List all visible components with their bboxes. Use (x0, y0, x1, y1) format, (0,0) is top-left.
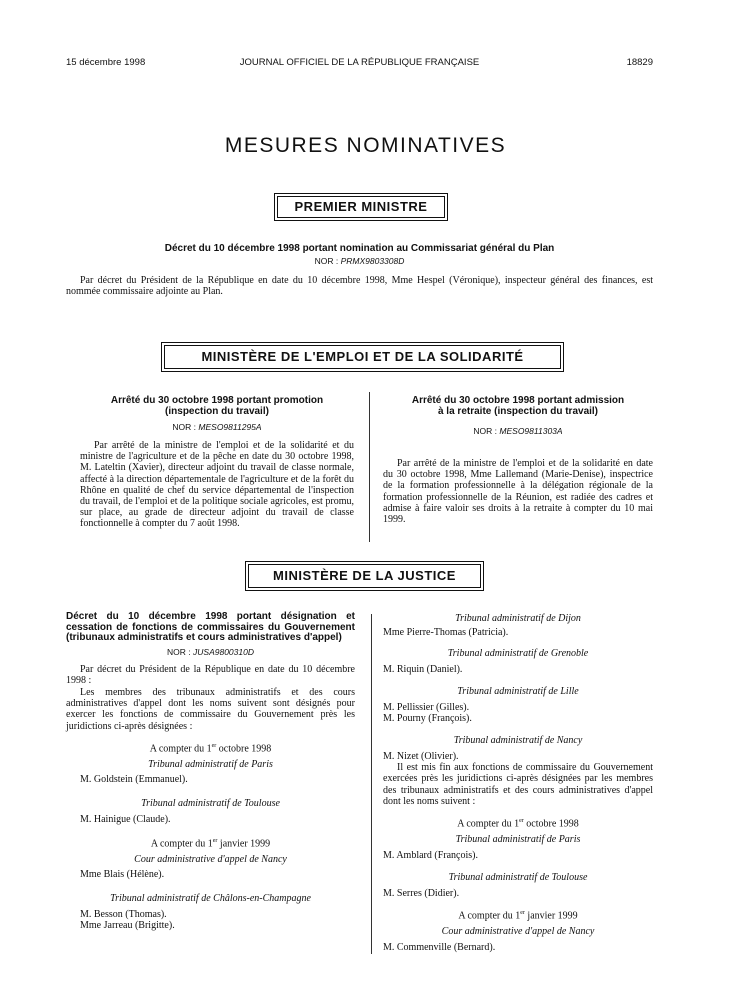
date-superscript: er (211, 743, 217, 750)
nor-code: PRMX9803308D (340, 256, 405, 266)
tribunal-heading: Tribunal administratif de Châlons-en-Champagne (110, 892, 311, 904)
person-name: M. Hainigue (Claude). (80, 813, 171, 825)
running-header (66, 57, 653, 71)
nor-label: NOR : (473, 426, 498, 436)
nor-reference (66, 256, 653, 266)
decree-heading: Décret du 10 décembre 1998 portant désignation et cessation de fonctions de commissaires du Gouvernement (tribunaux administratifs et cours administratives d'appel) (66, 611, 355, 644)
tribunal-heading: Tribunal administratif de Toulouse (141, 797, 280, 809)
effective-date (66, 838, 355, 849)
person-name: M. Serres (Didier). (383, 887, 460, 899)
decree-plan (66, 243, 653, 298)
arrete-text: Par arrêté de la ministre de l'emploi et de la solidarité en date du 30 octobre 1998, Mme Lallemand (Marie-Denise), inspectrice de la formation professionnelle à la délégation régionale de la formation professionnelle de la Réunion, est radiée des cadres et admise à faire valoir ses droits à la retraite à compter du 10 mai 1999. (383, 458, 653, 526)
person-name: Mme Blais (Hélène). (80, 868, 165, 880)
nor-reference (80, 422, 354, 432)
justice-left-column (66, 612, 355, 931)
tribunal-heading: Cour administrative d'appel de Nancy (134, 853, 287, 865)
decree-intro: Par décret du Président de la République en date du 10 décembre 1998 : (66, 663, 355, 687)
nor-code: MESO9811295A (198, 422, 262, 432)
date-prefix: A compter du 1 (457, 817, 520, 829)
decree-text: Par décret du Président de la République en date du 10 décembre 1998, Mme Hespel (Véronique), inspecteur général des finances, est nommée commissaire adjointe au Plan. (66, 275, 653, 298)
person-name: M. Nizet (Olivier). (383, 751, 459, 762)
nor-reference (66, 647, 355, 657)
header-date: 15 décembre 1998 (66, 57, 146, 68)
date-superscript: er (519, 817, 524, 824)
column-divider (371, 614, 372, 954)
person-name: M. Goldstein (Emmanuel). (80, 773, 188, 785)
date-prefix: A compter du 1 (150, 837, 213, 849)
tribunal-heading: Tribunal administratif de Toulouse (448, 871, 588, 883)
effective-date (383, 910, 653, 921)
tribunal-heading: Tribunal administratif de Nancy (453, 735, 583, 746)
date-prefix: A compter du 1 (149, 743, 212, 755)
tribunal-heading: Cour administrative d'appel de Nancy (441, 926, 595, 938)
tribunal-heading: Tribunal administratif de Paris (148, 758, 273, 770)
cessation-paragraph: Il est mis fin aux fonctions de commissaire du Gouvernement exercées près les juridictions ci-après désignées par les membres des tribunaux administratifs et des cours administratives d'appel dont les noms suivent : (383, 762, 653, 808)
arrete-retraite (383, 395, 653, 525)
page-title: MESURES NOMINATIVES (224, 134, 507, 157)
person-name: M. Amblard (François). (383, 849, 478, 861)
person-name: M. Riquin (Daniel). (383, 664, 463, 675)
decree-heading: Décret du 10 décembre 1998 portant nomination au Commissariat général du Plan (164, 243, 555, 254)
date-suffix: octobre 1998 (523, 817, 579, 829)
decree-paragraph: Les membres des tribunaux administratifs et des cours administratives d'appel dont les noms suivent sont désignés pour exercer les fonctions de commissaire du Gouvernement près les juridictions ci-après désignées : (66, 686, 355, 732)
nor-label: NOR : (172, 422, 197, 432)
column-divider (369, 392, 370, 542)
date-superscript: er (520, 909, 525, 916)
arrete-heading-line2: (inspection du travail) (165, 406, 269, 417)
section-box-emploi-solidarite: MINISTÈRE DE L'EMPLOI ET DE LA SOLIDARITÉ (164, 345, 561, 369)
arrete-heading-line1: Arrêté du 30 octobre 1998 portant admission (411, 395, 625, 406)
date-suffix: janvier 1999 (217, 837, 271, 849)
nor-code: JUSA9800310D (193, 646, 254, 657)
date-suffix: octobre 1998 (216, 743, 272, 755)
section-box-premier-ministre: PREMIER MINISTRE (277, 196, 445, 218)
tribunal-heading: Tribunal administratif de Grenoble (447, 648, 589, 659)
person-name: M. Pellissier (Gilles). (383, 702, 470, 713)
tribunal-heading: Tribunal administratif de Lille (457, 686, 579, 697)
date-superscript: er (212, 837, 218, 844)
arrete-heading-line1: Arrêté du 30 octobre 1998 portant promotion (110, 395, 324, 406)
header-journal-title: JOURNAL OFFICIEL DE LA RÉPUBLIQUE FRANÇAISE (239, 57, 480, 68)
date-suffix: janvier 1999 (524, 910, 578, 922)
effective-date (383, 818, 653, 829)
justice-right-column (383, 613, 653, 953)
effective-date (66, 743, 355, 754)
person-name: Mme Jarreau (Brigitte). (80, 919, 175, 931)
nor-code: MESO9811303A (499, 426, 563, 436)
date-prefix: A compter du 1 (458, 910, 521, 922)
person-name: M. Pourny (François). (383, 713, 472, 724)
person-name: M. Commenville (Bernard). (383, 942, 496, 954)
arrete-heading-line2: à la retraite (inspection du travail) (437, 406, 599, 417)
section-box-justice: MINISTÈRE DE LA JUSTICE (248, 564, 481, 588)
person-name: M. Besson (Thomas). (80, 908, 167, 920)
nor-label: NOR : (167, 646, 191, 657)
arrete-promotion (80, 395, 354, 530)
header-page-number: 18829 (626, 57, 653, 68)
nor-label: NOR : (314, 256, 339, 266)
tribunal-heading: Tribunal administratif de Paris (455, 833, 581, 845)
tribunal-heading: Tribunal administratif de Dijon (455, 613, 581, 624)
arrete-text: Par arrêté de la ministre de l'emploi et de la solidarité et du ministre de l'agriculture et de la pêche en date du 30 octobre 1998, M. Lateltin (Xavier), directeur adjoint du travail de classe normale, affecté à la direction départementale de l'agriculture et de la forêt du Rhône en qualité de chef du service départemental de l'inspection du travail, de l'emploi et de la politique sociale agricoles, est promu, sur place, au grade de directeur adjoint du travail de classe fonctionnelle à compter du 7 août 1998. (80, 440, 354, 530)
person-name: Mme Pierre-Thomas (Patricia). (383, 627, 509, 638)
nor-reference (383, 426, 653, 436)
